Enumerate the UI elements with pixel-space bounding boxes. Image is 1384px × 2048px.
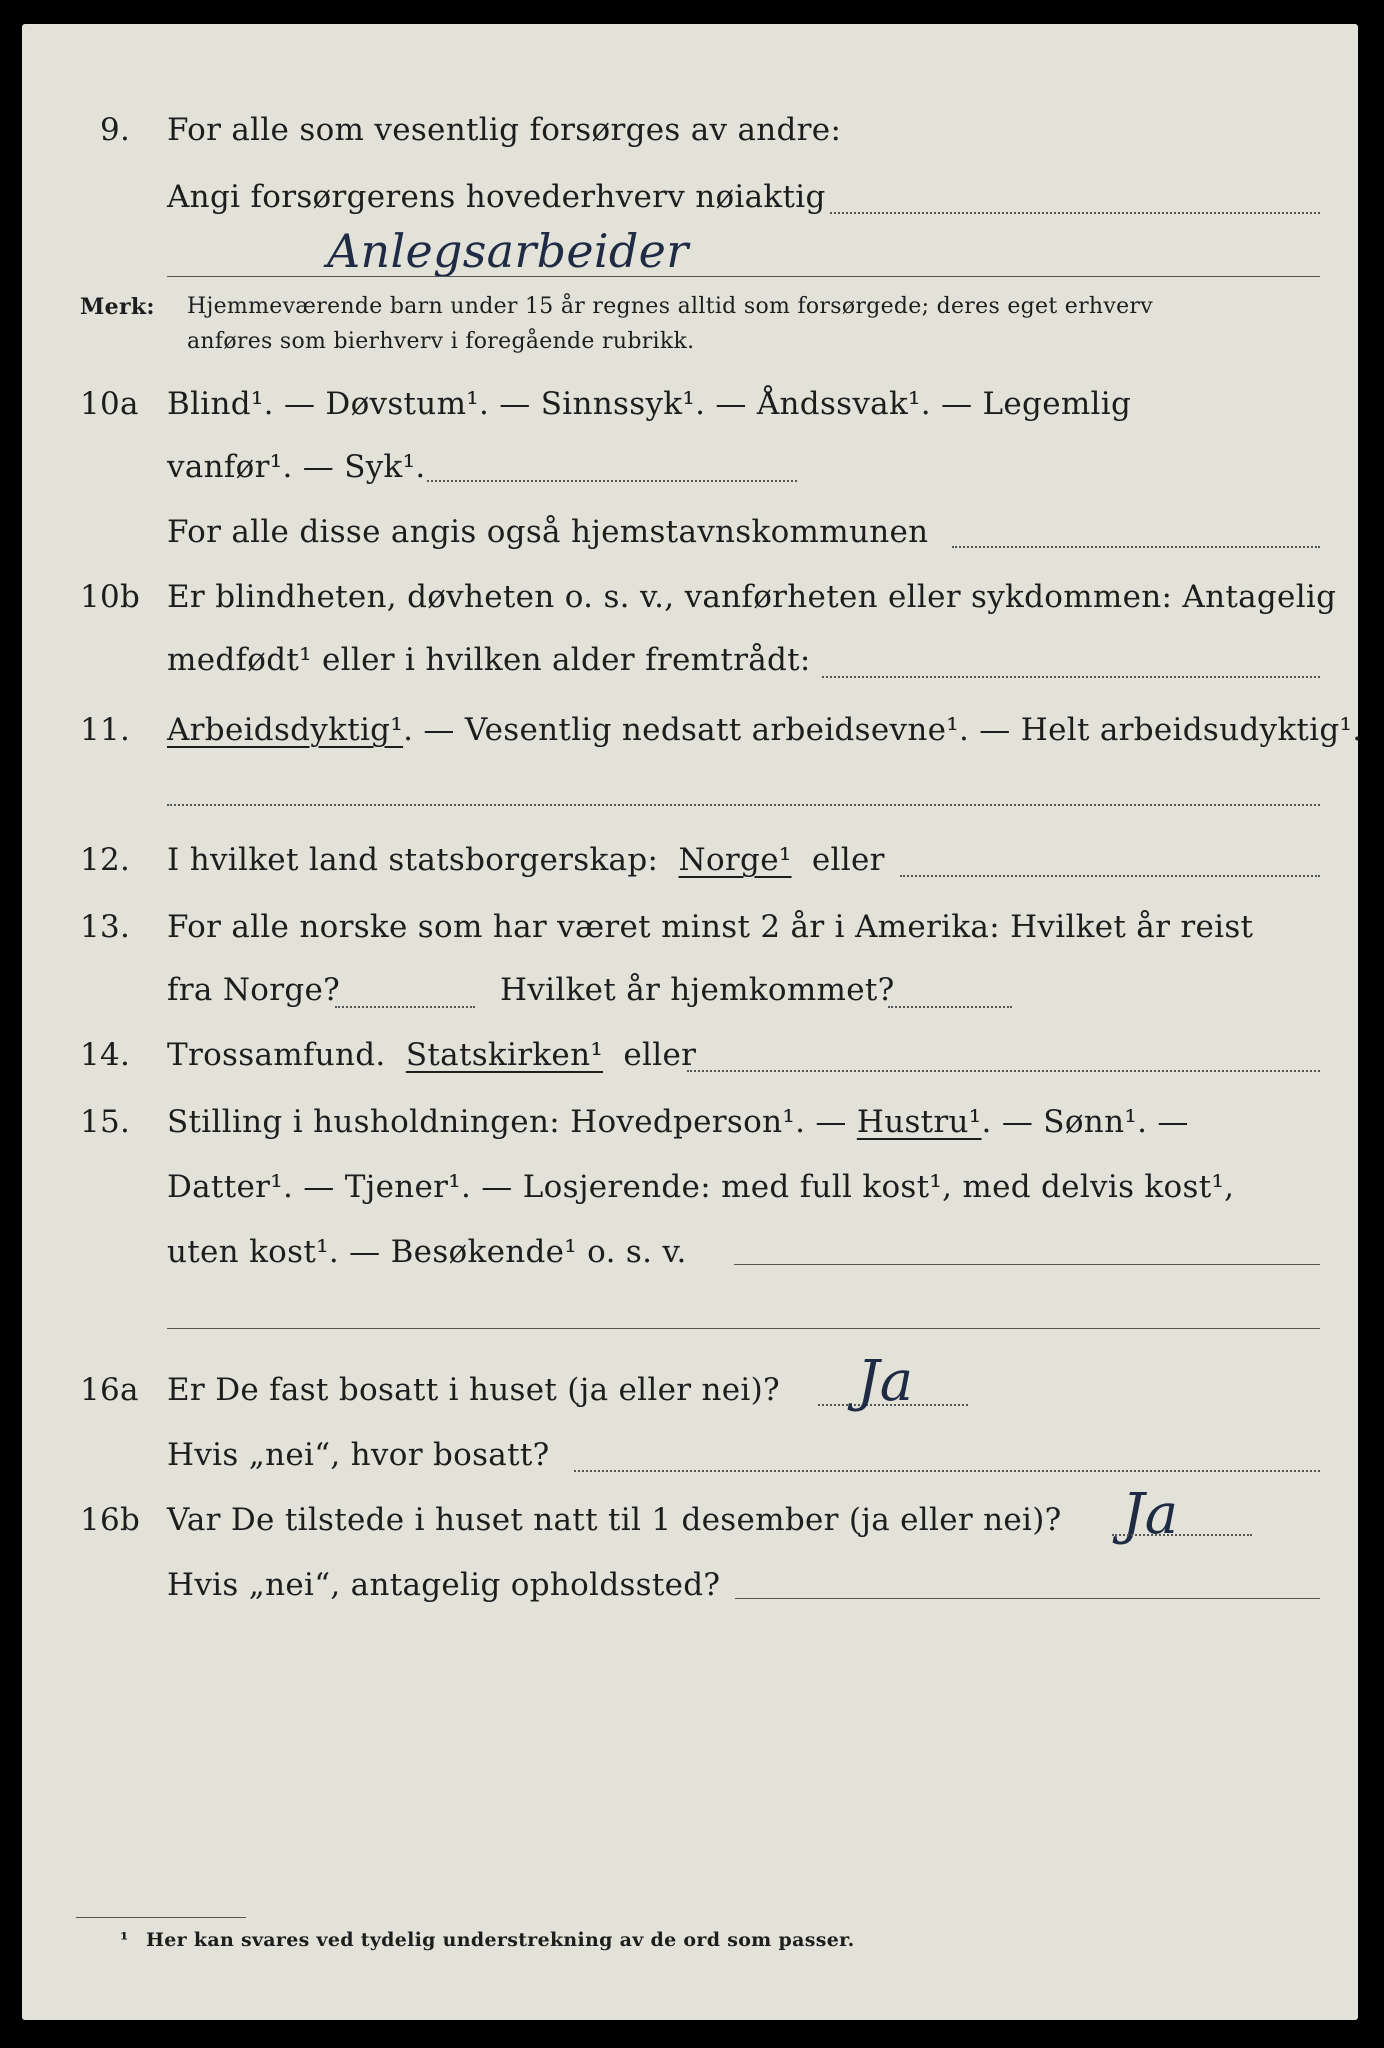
q16a-text-line1: Er De fast bosatt i huset (ja eller nei)? [167,1372,780,1408]
q9-text-line2: Angi forsørgerens hovederhverv nøiaktig [167,179,826,215]
q14-option-statskirken[interactable]: Statskirken¹ [405,1037,604,1073]
q9-number: 9. [100,112,131,148]
q15-text-line1 [167,1104,1189,1140]
merk-text-line1: Hjemmeværende barn under 15 år regnes alltid som forsørgede; deres eget erhverv [187,294,1153,319]
q16b-handwritten-answer[interactable]: Ja [1122,1482,1179,1547]
q16b-number: 16b [80,1502,141,1538]
q12-dotted-line [900,875,1320,877]
q15-text-line3: uten kost¹. — Besøkende¹ o. s. v. [167,1234,687,1270]
q9-text-line1: For alle som vesentlig forsørges av andre: [167,112,842,148]
q11-options-rest: . — Vesentlig nedsatt arbeidsevne¹. — Helt arbeidsudyktig¹. [403,712,1363,748]
q15-number: 15. [80,1104,131,1140]
q11-dotted-line [167,804,1320,806]
q9-handwritten-answer[interactable]: Anlegsarbeider [327,224,689,278]
merk-label: Merk: [80,294,155,320]
q12-number: 12. [80,842,131,878]
q12-eller: eller [811,842,885,878]
q15-answer-rule [734,1264,1320,1265]
q11-options [167,712,1362,748]
q14-number: 14. [80,1037,131,1073]
q13-text-line1: For alle norske som har været minst 2 år i Amerika: Hvilket år reist [167,909,1254,945]
q10b-text-line1: Er blindheten, døvheten o. s. v., vanførheten eller sykdommen: Antagelig [167,579,1337,615]
q9-answer-dotted-line [830,212,1320,214]
q16a-handwritten-answer[interactable]: Ja [857,1349,914,1414]
q10a-text-line3: For alle disse angis også hjemstavnskommunen [167,514,929,550]
q16a-text-line2: Hvis „nei“, hvor bosatt? [167,1437,550,1473]
q10a-number: 10a [80,386,139,422]
q13-hjemkommet-dotted-line [888,1006,1012,1008]
q14-dotted-line [687,1070,1320,1072]
q10b-number: 10b [80,579,141,615]
q10b-text-line2: medfødt¹ eller i hvilken alder fremtrådt: [167,642,811,678]
footnote-text: Her kan svares ved tydelig understrekning av de ord som passer. [146,1929,855,1951]
q10b-dotted-line [822,676,1320,678]
q15-option-hustru[interactable]: Hustru¹ [856,1104,982,1140]
q10a-hjemstavn-dotted-line [952,546,1320,548]
q9-answer-rule [167,276,1320,277]
q13-text-hjemkommet: Hvilket år hjemkommet? [500,972,895,1008]
q16a-bosatt-dotted-line [574,1470,1320,1472]
q10a-text-line2: vanfør¹. — Syk¹. [167,449,426,485]
q12-question: I hvilket land statsborgerskap: [167,842,659,878]
q16a-number: 16a [80,1372,139,1408]
q15-text-line2: Datter¹. — Tjener¹. — Losjerende: med full kost¹, med delvis kost¹, [167,1169,1235,1205]
q14-text [167,1037,696,1073]
q11-option-arbeidsdyktig[interactable]: Arbeidsdyktig¹ [167,712,404,748]
q16b-text-line2: Hvis „nei“, antagelig opholdssted? [167,1567,721,1603]
footnote-mark: ¹ [120,1929,129,1951]
q13-number: 13. [80,909,131,945]
q12-option-norge[interactable]: Norge¹ [678,842,792,878]
q16b-opholdssted-rule [735,1598,1320,1599]
footnote-separator [76,1917,246,1918]
q11-number: 11. [80,712,131,748]
merk-text-line2: anføres som bierhverv i foregående rubrikk. [187,329,695,354]
q15-question-start: Stilling i husholdningen: Hovedperson¹. — [167,1104,847,1140]
q12-text [167,842,885,878]
q14-question: Trossamfund. [167,1037,386,1073]
q13-text-reist: fra Norge? [167,972,341,1008]
q14-eller: eller [623,1037,697,1073]
q10a-syk-dotted-line [427,480,797,482]
q15-question-end: . — Sønn¹. — [981,1104,1189,1140]
q15-second-rule [167,1328,1320,1329]
census-form-sheet [22,24,1363,2020]
q16b-answer-dotted-line [1112,1534,1252,1536]
q16b-text-line1: Var De tilstede i huset natt til 1 desember (ja eller nei)? [167,1502,1062,1538]
q13-reist-dotted-line [335,1006,475,1008]
q10a-text-line1: Blind¹. — Døvstum¹. — Sinnssyk¹. — Åndssvak¹. — Legemlig [167,386,1132,422]
